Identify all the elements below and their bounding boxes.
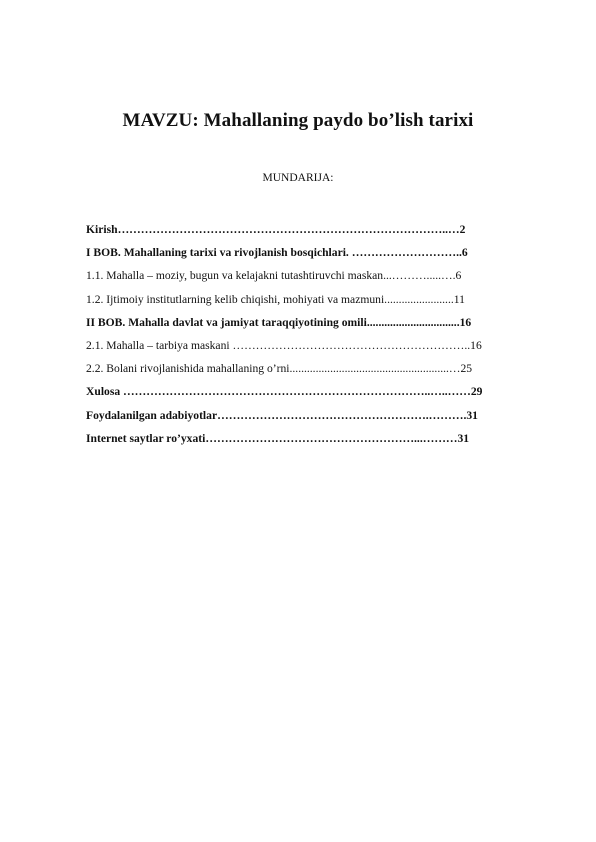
toc-entry-text: II BOB. Mahalla davlat va jamiyat taraqqiyotining omili................................16 bbox=[86, 315, 472, 329]
toc-entry-text: I BOB. Mahallaning tarixi va rivojlanish bosqichlari. ………………………..6 bbox=[86, 246, 468, 260]
toc-entry-text: Foydalanilgan adabiyotlar……………………………………………….……….31 bbox=[86, 408, 478, 422]
toc-entry bbox=[86, 334, 549, 357]
contents-heading: MUNDARIJA: bbox=[262, 172, 334, 184]
toc-entry-text: Xulosa ……………………………………………………………………..…..……29 bbox=[86, 385, 483, 399]
toc-entry bbox=[86, 404, 549, 427]
document-title: MAVZU: Mahallaning paydo bo’lish tarixi bbox=[122, 110, 474, 131]
toc-entry bbox=[86, 380, 549, 403]
toc-entry bbox=[86, 357, 549, 380]
toc-entry bbox=[86, 427, 549, 450]
toc-entry-text: Kirish…………………………………………………………………………..…2 bbox=[86, 223, 466, 236]
toc-entry bbox=[86, 311, 549, 334]
toc-entry bbox=[86, 218, 549, 241]
toc-entry-text: 2.1. Mahalla – tarbiya maskani ……………………………………………………..16 bbox=[86, 338, 482, 352]
toc-entry bbox=[86, 241, 549, 264]
toc-entry-text: Internet saytlar ro’yxati………………………………………………...………31 bbox=[86, 431, 470, 445]
toc-entry bbox=[86, 264, 549, 287]
toc-entry-text: 2.2. Bolani rivojlanishida mahallaning o’rni.......................................................…25 bbox=[86, 362, 473, 376]
table-of-contents bbox=[86, 218, 549, 450]
toc-entry-text: 1.2. Ijtimoiy institutlarning kelib chiqishi, mohiyati va mazmuni........................11 bbox=[86, 292, 465, 306]
toc-entry-text: 1.1. Mahalla – moziy, bugun va kelajakni tutashtiruvchi maskan...……….....….6 bbox=[86, 269, 462, 283]
toc-entry bbox=[86, 288, 549, 311]
